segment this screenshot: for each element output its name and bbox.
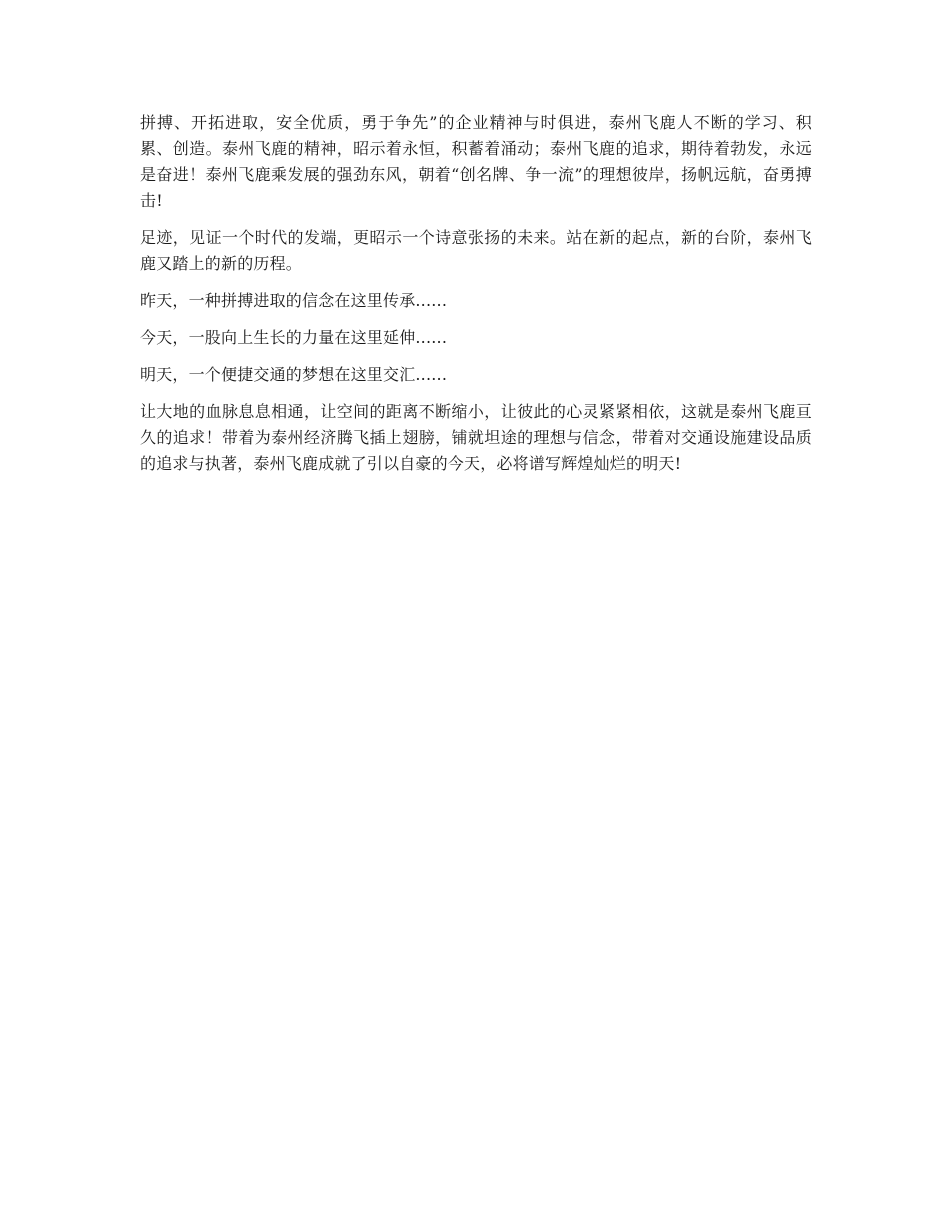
paragraph-today: 今天，一股向上生长的力量在这里延伸...... [140,328,448,347]
paragraph-enterprise-spirit: 拼搏、开拓进取，安全优质，勇于争先”的企业精神与时俱进，泰州飞鹿人不断的学习、积累、创造。泰州飞鹿的精神，昭示着永恒，积蓄着涌动；泰州飞鹿的追求，期待着勃发，永远是奋进！泰州飞鹿乘发展的强劲东风，朝着“创名牌、争一流”的理想彼岸，扬帆远航，奋勇搏击! [140,113,812,210]
paragraph-pursuit: 让大地的血脉息息相通，让空间的距离不断缩小，让彼此的心灵紧紧相依，这就是泰州飞鹿亘久的追求！带着为泰州经济腾飞插上翅膀，铺就坦途的理想与信念，带着对交通设施建设品质的追求与执著，泰州飞鹿成就了引以自豪的今天，必将谱写辉煌灿烂的明天! [140,402,812,473]
paragraph-yesterday: 昨天，一种拼搏进取的信念在这里传承...... [140,291,448,310]
paragraph-tomorrow: 明天，一个便捷交通的梦想在这里交汇...... [140,365,448,384]
paragraph-footprints: 足迹，见证一个时代的发端，更昭示一个诗意张扬的未来。站在新的起点，新的台阶，泰州飞鹿又踏上的新的历程。 [140,228,812,273]
document-body [140,110,812,488]
